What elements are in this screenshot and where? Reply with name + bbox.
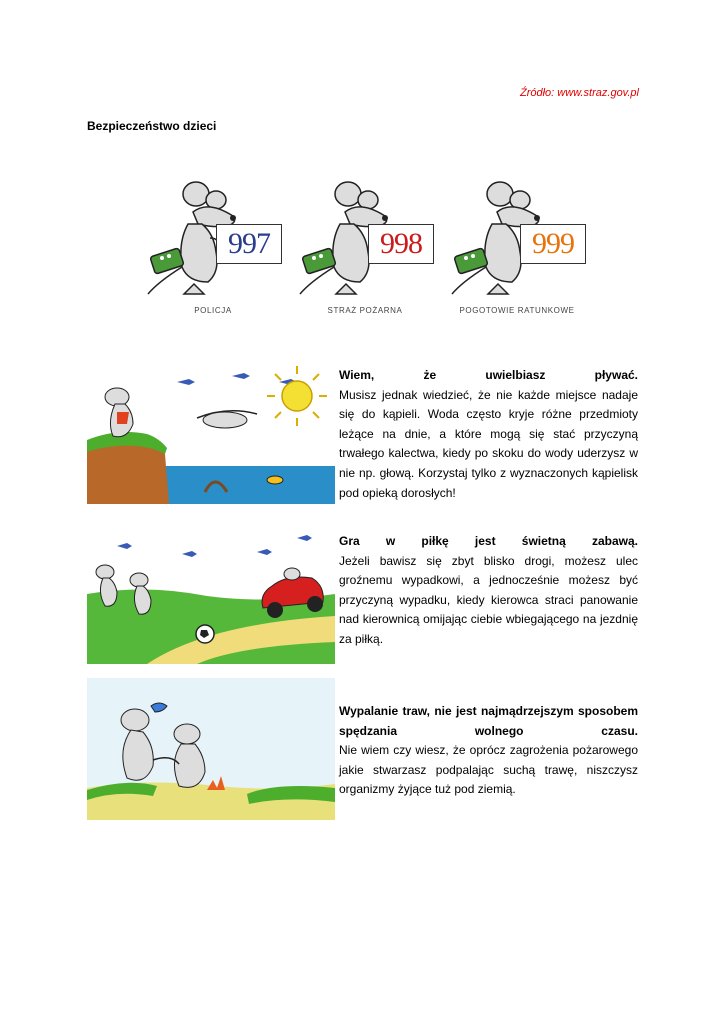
section-body: Jeżeli bawisz się zbyt blisko drogi, możesz ulec groźnemu wypadkowi, a jednocześnie możesz być przyczyną wypadku, kiedy kierowca straci panowanie nad kierownicą omijając ciebie wbiegającego na jezdnię za piłką. — [339, 553, 638, 646]
emergency-label: POLICJA — [194, 306, 232, 315]
hotline-ambulance — [442, 172, 592, 322]
section-grass-burning — [339, 702, 638, 800]
section-heading: Wiem, że uwielbiasz pływać. — [339, 368, 638, 382]
emergency-label: STRAŻ POŻARNA — [327, 306, 403, 315]
section-heading: Gra w piłkę jest świetną zabawą. — [339, 534, 638, 548]
page-title: Bezpieczeństwo dzieci — [87, 119, 217, 133]
grass-burning-illustration — [87, 678, 335, 820]
emergency-numbers-illustration — [138, 172, 598, 322]
emergency-number: 999 — [520, 224, 586, 264]
hotline-police — [138, 172, 288, 322]
source-note: Źródło: www.straz.gov.pl — [519, 87, 639, 99]
emergency-number: 998 — [368, 224, 434, 264]
emergency-label: POGOTOWIE RATUNKOWE — [459, 306, 575, 315]
hotline-fire — [290, 172, 440, 322]
section-swimming — [339, 366, 638, 503]
emergency-number: 997 — [216, 224, 282, 264]
swimming-illustration — [87, 362, 335, 504]
section-body: Nie wiem czy wiesz, że oprócz zagrożenia pożarowego jakie stwarzasz podpalając suchą trawę, niszczysz organizmy żyjące tuż pod ziemią. — [339, 743, 638, 797]
ball-near-road-illustration — [87, 524, 335, 664]
section-ball — [339, 532, 638, 650]
section-heading: Wypalanie traw, nie jest najmądrzejszym sposobem spędzania wolnego czasu. — [339, 704, 638, 738]
section-body: Musisz jednak wiedzieć, że nie każde miejsce nadaje się do kąpieli. Woda często kryje różne przedmioty leżące na dnie, a które mogą się stać przyczyną trwałego kalectwa, kiedy po skoku do wody uderzysz w nie np. głową. Korzystaj tylko z wyznaczonych kąpielisk pod opieką dorosłych! — [339, 387, 638, 500]
